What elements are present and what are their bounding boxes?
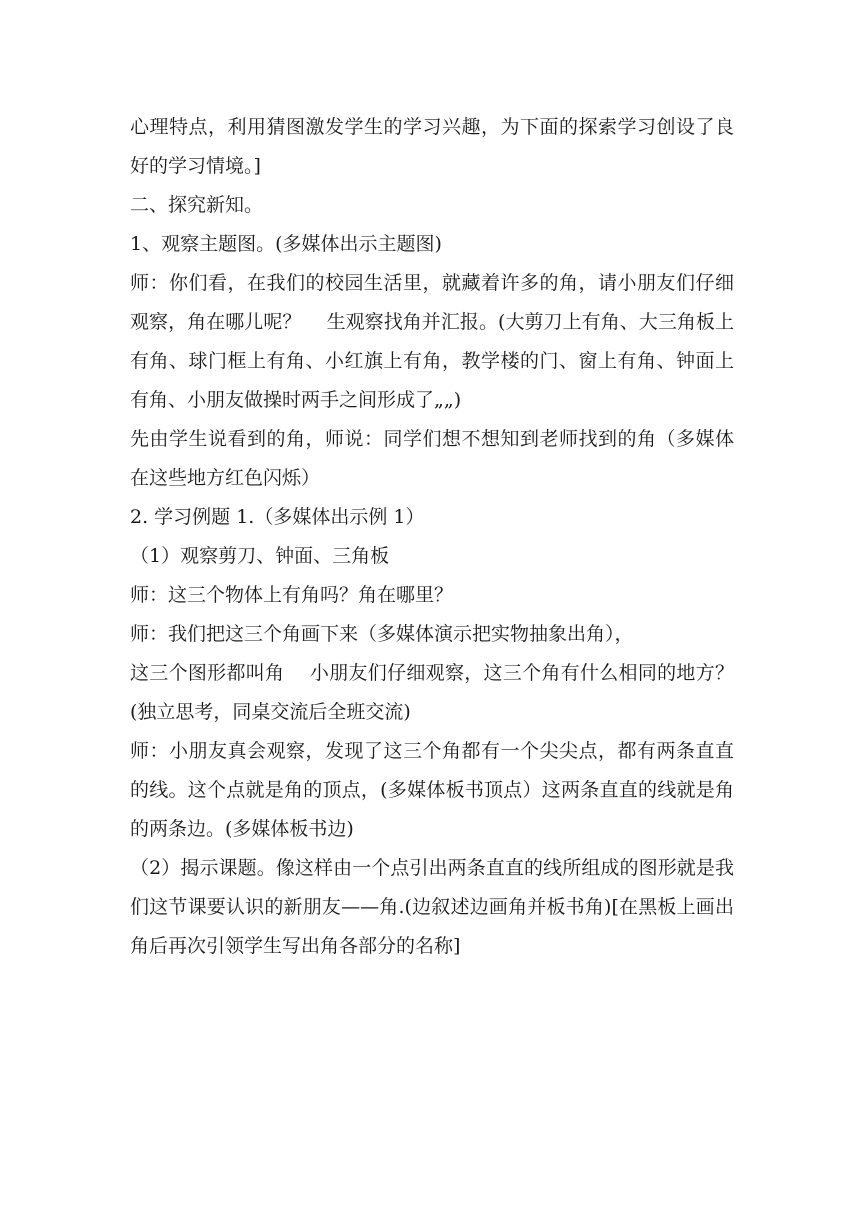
heading-explore-new-knowledge: 二、探究新知。: [130, 194, 264, 216]
document-body: [130, 108, 734, 966]
paragraph-teacher-find-angles: 师：你们看，在我们的校园生活里，就藏着许多的角，请小朋友们仔细观察，角在哪儿呢？ 生观察找角并汇报。(大剪刀上有角、大三角板上有角、球门框上有角、小红旗上有角，教学楼的门、窗上有角、钟面上有角、小朋友做操时两手之间形成了„„): [130, 272, 734, 411]
paragraph-observe-objects: （1）观察剪刀、钟面、三角板: [130, 545, 390, 567]
paragraph-observe-theme-image: 1、观察主题图。(多媒体出示主题图): [130, 233, 442, 255]
paragraph-same-features: 这三个图形都叫角 小朋友们仔细观察，这三个角有什么相同的地方？(独立思考，同桌交流后全班交流): [130, 662, 734, 723]
paragraph-teacher-question: 师：这三个物体上有角吗？角在哪里？: [130, 584, 454, 606]
paragraph-students-report: 先由学生说看到的角，师说：同学们想不想知到老师找到的角（多媒体在这些地方红色闪烁）: [130, 428, 734, 489]
paragraph-teaching-note: 心理特点，利用猜图激发学生的学习兴趣，为下面的探索学习创设了良好的学习情境。]: [130, 116, 734, 177]
paragraph-draw-angles: 师：我们把这三个角画下来（多媒体演示把实物抽象出角），: [130, 623, 634, 645]
paragraph-example-1: 2. 学习例题 1.（多媒体出示例 1）: [130, 506, 425, 528]
paragraph-reveal-topic: （2）揭示课题。像这样由一个点引出两条直直的线所组成的图形就是我们这节课要认识的新朋友——角.(边叙述边画角并板书角)[在黑板上画出角后再次引领学生写出角各部分的名称]: [130, 857, 734, 957]
paragraph-vertex-and-sides: 师：小朋友真会观察，发现了这三个角都有一个尖尖点，都有两条直直的线。这个点就是角的顶点，(多媒体板书顶点）这两条直直的线就是角的两条边。(多媒体板书边): [130, 740, 734, 840]
